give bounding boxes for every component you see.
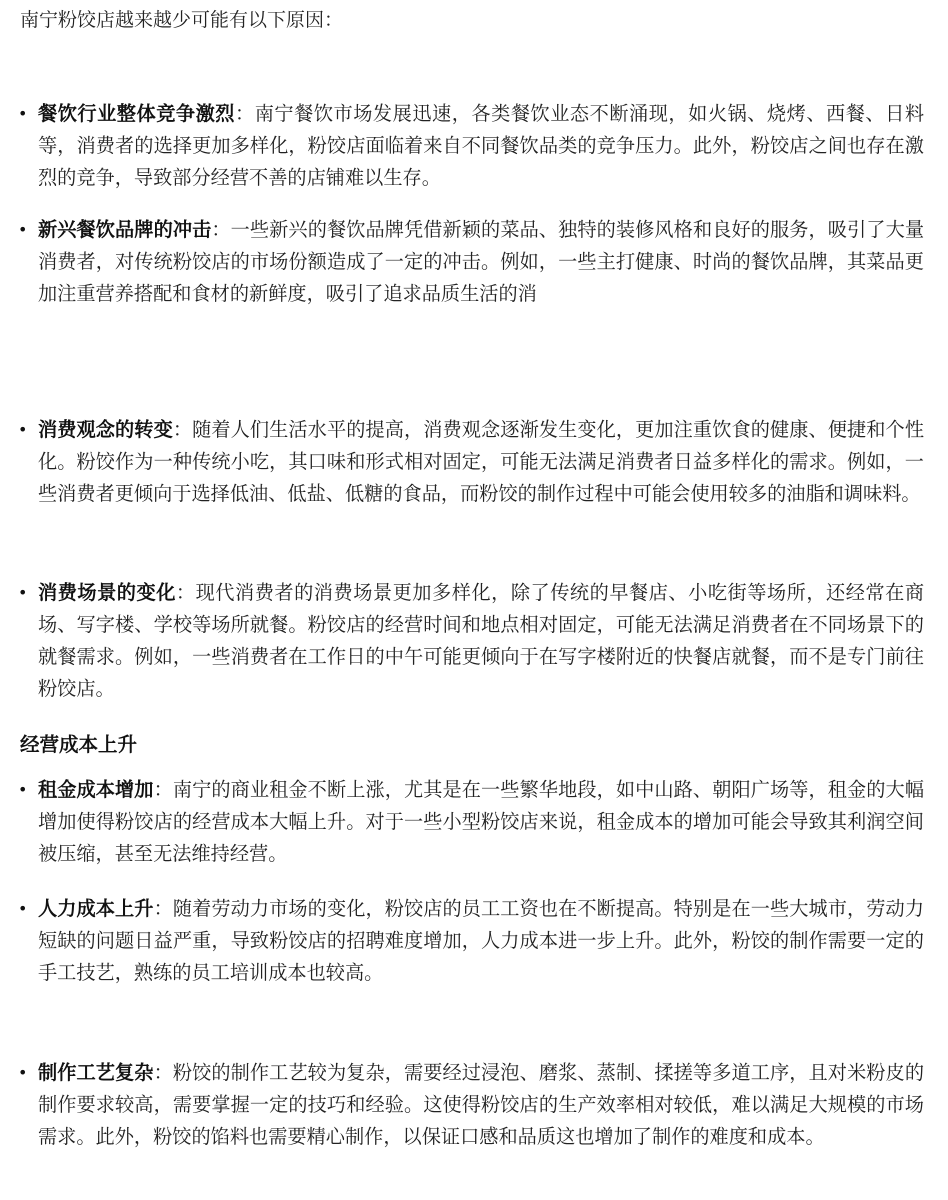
list-item	[18, 774, 924, 870]
list-item	[18, 1057, 924, 1153]
bullet-icon: •	[18, 420, 28, 439]
list-item	[18, 414, 924, 510]
list-item-term: 消费观念的转变	[38, 418, 173, 441]
bullet-icon: •	[18, 780, 28, 799]
list-item-text: 南宁餐饮市场发展迅速，各类餐饮业态不断涌现，如火锅、烧烤、西餐、日料等，消费者的选择更加多样化，粉饺店面临着来自不同餐饮品类的竞争压力。此外，粉饺店之间也存在激烈的竞争，导致部分经营不善的店铺难以生存。	[38, 102, 925, 189]
list-item-term: 制作工艺复杂	[38, 1061, 154, 1084]
section-heading: 经营成本上升	[20, 733, 138, 756]
list-item-text: 随着劳动力市场的变化，粉饺店的员工工资也在不断提高。特别是在一些大城市，劳动力短缺的问题日益严重，导致粉饺店的招聘难度增加，人力成本进一步上升。此外，粉饺的制作需要一定的手工技艺，熟练的员工培训成本也较高。	[38, 897, 925, 984]
list-item	[18, 893, 924, 989]
bullet-icon: •	[18, 1063, 28, 1082]
list-item-body	[38, 98, 924, 194]
list-item-body	[38, 214, 924, 310]
list-item-text: 随着人们生活水平的提高，消费观念逐渐发生变化，更加注重饮食的健康、便捷和个性化。粉饺作为一种传统小吃，其口味和形式相对固定，可能无法满足消费者日益多样化的需求。例如，一些消费者更倾向于选择低油、低盐、低糖的食品，而粉饺的制作过程中可能会使用较多的油脂和调味料。	[38, 418, 925, 505]
list-item-body	[38, 577, 924, 705]
list-item-text: 现代消费者的消费场景更加多样化，除了传统的早餐店、小吃街等场所，还经常在商场、写字楼、学校等场所就餐。粉饺店的经营时间和地点相对固定，可能无法满足消费者在不同场景下的就餐需求。例如，一些消费者在工作日的中午可能更倾向于在写字楼附近的快餐店就餐，而不是专门前往粉饺店。	[38, 581, 925, 700]
list-item-term: 人力成本上升	[38, 897, 154, 920]
list-item-body	[38, 1057, 924, 1153]
list-item-separator: ：	[211, 218, 231, 241]
list-item-separator: ：	[175, 581, 196, 604]
list-item	[18, 577, 924, 705]
list-item-separator: ：	[235, 102, 255, 125]
bullet-icon: •	[18, 583, 28, 602]
bullet-icon: •	[18, 104, 28, 123]
list-item-separator: ：	[172, 418, 193, 441]
list-item-body	[38, 893, 924, 989]
list-item-separator: ：	[153, 1061, 173, 1084]
list-item-body	[38, 774, 924, 870]
list-item	[18, 214, 924, 310]
list-item-term: 餐饮行业整体竞争激烈	[38, 102, 236, 125]
list-item-text: 粉饺的制作工艺较为复杂，需要经过浸泡、磨浆、蒸制、揉搓等多道工序，且对米粉皮的制作要求较高，需要掌握一定的技巧和经验。这使得粉饺店的生产效率相对较低，难以满足大规模的市场需求。此外，粉饺的馅料也需要精心制作，以保证口感和品质这也增加了制作的难度和成本。	[38, 1061, 925, 1148]
list-item-separator: ：	[153, 778, 173, 801]
list-item-text: 南宁的商业租金不断上涨，尤其是在一些繁华地段，如中山路、朝阳广场等，租金的大幅增加使得粉饺店的经营成本大幅上升。对于一些小型粉饺店来说，租金成本的增加可能会导致其利润空间被压缩，甚至无法维持经营。	[38, 778, 925, 865]
list-item-term: 消费场景的变化	[38, 581, 176, 604]
list-item-body	[38, 414, 924, 510]
bullet-icon: •	[18, 899, 28, 918]
bullet-icon: •	[18, 220, 28, 239]
intro-text: 南宁粉饺店越来越少可能有以下原因：	[20, 9, 344, 31]
list-item	[18, 98, 924, 194]
list-item-term: 新兴餐饮品牌的冲击	[38, 218, 212, 241]
list-item-text: 一些新兴的餐饮品牌凭借新颖的菜品、独特的装修风格和良好的服务，吸引了大量消费者，对传统粉饺店的市场份额造成了一定的冲击。例如，一些主打健康、时尚的餐饮品牌，其菜品更加注重营养搭配和食材的新鲜度，吸引了追求品质生活的消	[38, 218, 925, 305]
list-item-term: 租金成本增加	[38, 778, 154, 801]
list-item-separator: ：	[153, 897, 173, 920]
